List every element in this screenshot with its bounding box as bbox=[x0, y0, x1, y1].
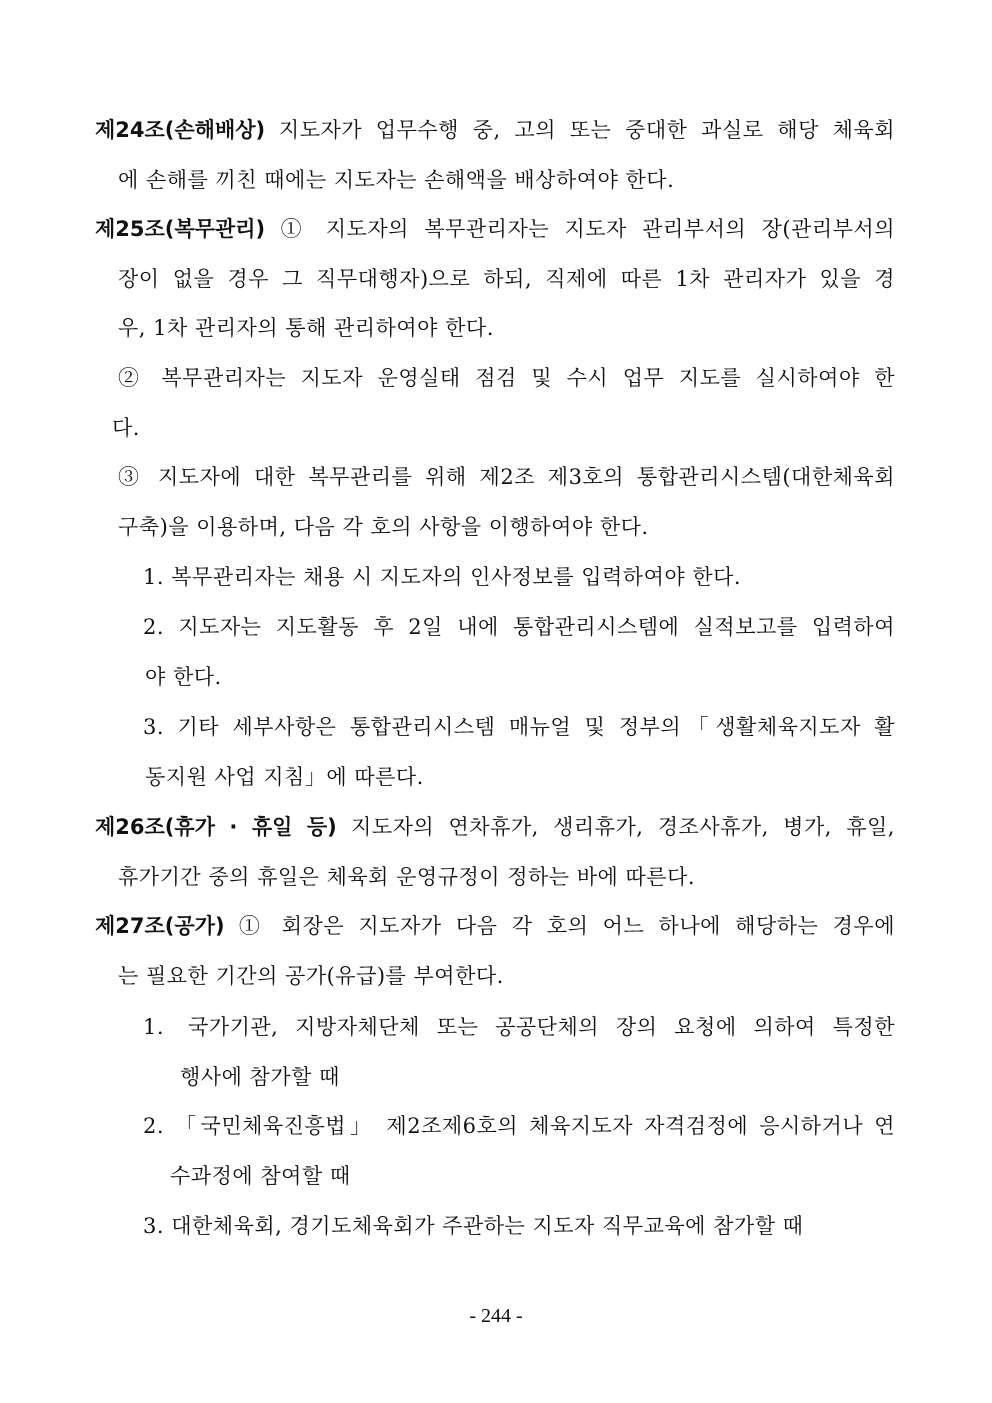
article-24-heading: 제24조(손해배상) bbox=[95, 118, 266, 142]
article-25-line-2: 장이 없을 경우 그 직무대행자)으로 하되, 직제에 따른 1차 관리자가 있을 경 bbox=[118, 267, 895, 291]
article-27-line-2: 는 필요한 기간의 공가(유급)를 부여한다. bbox=[118, 964, 504, 988]
article-27-item-1-line-1: 국가기관, 지방자체단체 또는 공공단체의 장의 요청에 의하여 특정한 bbox=[188, 1015, 895, 1039]
article-27-text-1: ① 회장은 지도자가 다음 각 호의 어느 하나에 해당하는 경우에 bbox=[238, 914, 895, 938]
article-27-item-1-line-2: 행사에 참가할 때 bbox=[180, 1065, 340, 1089]
article-27-heading: 제27조(공가) bbox=[95, 914, 225, 938]
article-25-item-3-line-1: 3. 기타 세부사항은 통합관리시스템 매뉴얼 및 정부의「생활체육지도자 활 bbox=[143, 715, 895, 739]
article-26-heading: 제26조(휴가 · 휴일 등) bbox=[95, 815, 337, 839]
article-25-para-2-line-2: 다. bbox=[112, 416, 140, 440]
article-24-line-1 bbox=[95, 115, 895, 145]
page-number: - 244 - bbox=[469, 1305, 523, 1327]
article-25-para-3-line-1: ③ 지도자에 대한 복무관리를 위해 제2조 제3호의 통합관리시스템(대한체육회 bbox=[118, 465, 895, 489]
article-24-line-2: 에 손해를 끼친 때에는 지도자는 손해액을 배상하여야 한다. bbox=[118, 168, 675, 192]
article-25-line-1 bbox=[95, 214, 895, 244]
article-26-line-1 bbox=[95, 812, 895, 842]
article-27-item-1-number: 1. bbox=[143, 1015, 165, 1039]
article-27-item-2-line-1: 2. 「국민체육진흥법」 제2조제6호의 체육지도자 자격검정에 응시하거나 연 bbox=[143, 1114, 895, 1138]
article-24-text-1: 지도자가 업무수행 중, 고의 또는 중대한 과실로 해당 체육회 bbox=[278, 118, 895, 142]
article-25-line-3: 우, 1차 관리자의 통해 관리하여야 한다. bbox=[118, 316, 494, 340]
article-27-line-1 bbox=[95, 911, 895, 941]
article-25-item-2-line-2: 야 한다. bbox=[145, 665, 222, 689]
article-25-text-1: ① 지도자의 복무관리자는 지도자 관리부서의 장(관리부서의 bbox=[280, 217, 895, 241]
article-25-para-2-line-1: ② 복무관리자는 지도자 운영실태 점검 및 수시 업무 지도를 실시하여야 한 bbox=[118, 366, 895, 390]
article-26-line-2: 휴가기간 중의 휴일은 체육회 운영규정이 정하는 바에 따른다. bbox=[118, 865, 696, 889]
article-27-item-2-line-2: 수과정에 참여할 때 bbox=[170, 1164, 351, 1188]
article-25-para-3-line-2: 구축)을 이용하며, 다음 각 호의 사항을 이행하여야 한다. bbox=[118, 515, 649, 539]
article-25-item-1: 1. 복무관리자는 채용 시 지도자의 인사정보를 입력하여야 한다. bbox=[143, 565, 742, 589]
article-26-text-1: 지도자의 연차휴가, 생리휴가, 경조사휴가, 병가, 휴일, bbox=[351, 815, 895, 839]
article-27-item-3: 3. 대한체육회, 경기도체육회가 주관하는 지도자 직무교육에 참가할 때 bbox=[143, 1214, 804, 1238]
article-25-item-3-line-2: 동지원 사업 지침」에 따른다. bbox=[145, 765, 424, 789]
article-25-heading: 제25조(복무관리) bbox=[95, 217, 266, 241]
article-25-item-2-line-1: 2. 지도자는 지도활동 후 2일 내에 통합관리시스템에 실적보고를 입력하여 bbox=[143, 615, 895, 639]
